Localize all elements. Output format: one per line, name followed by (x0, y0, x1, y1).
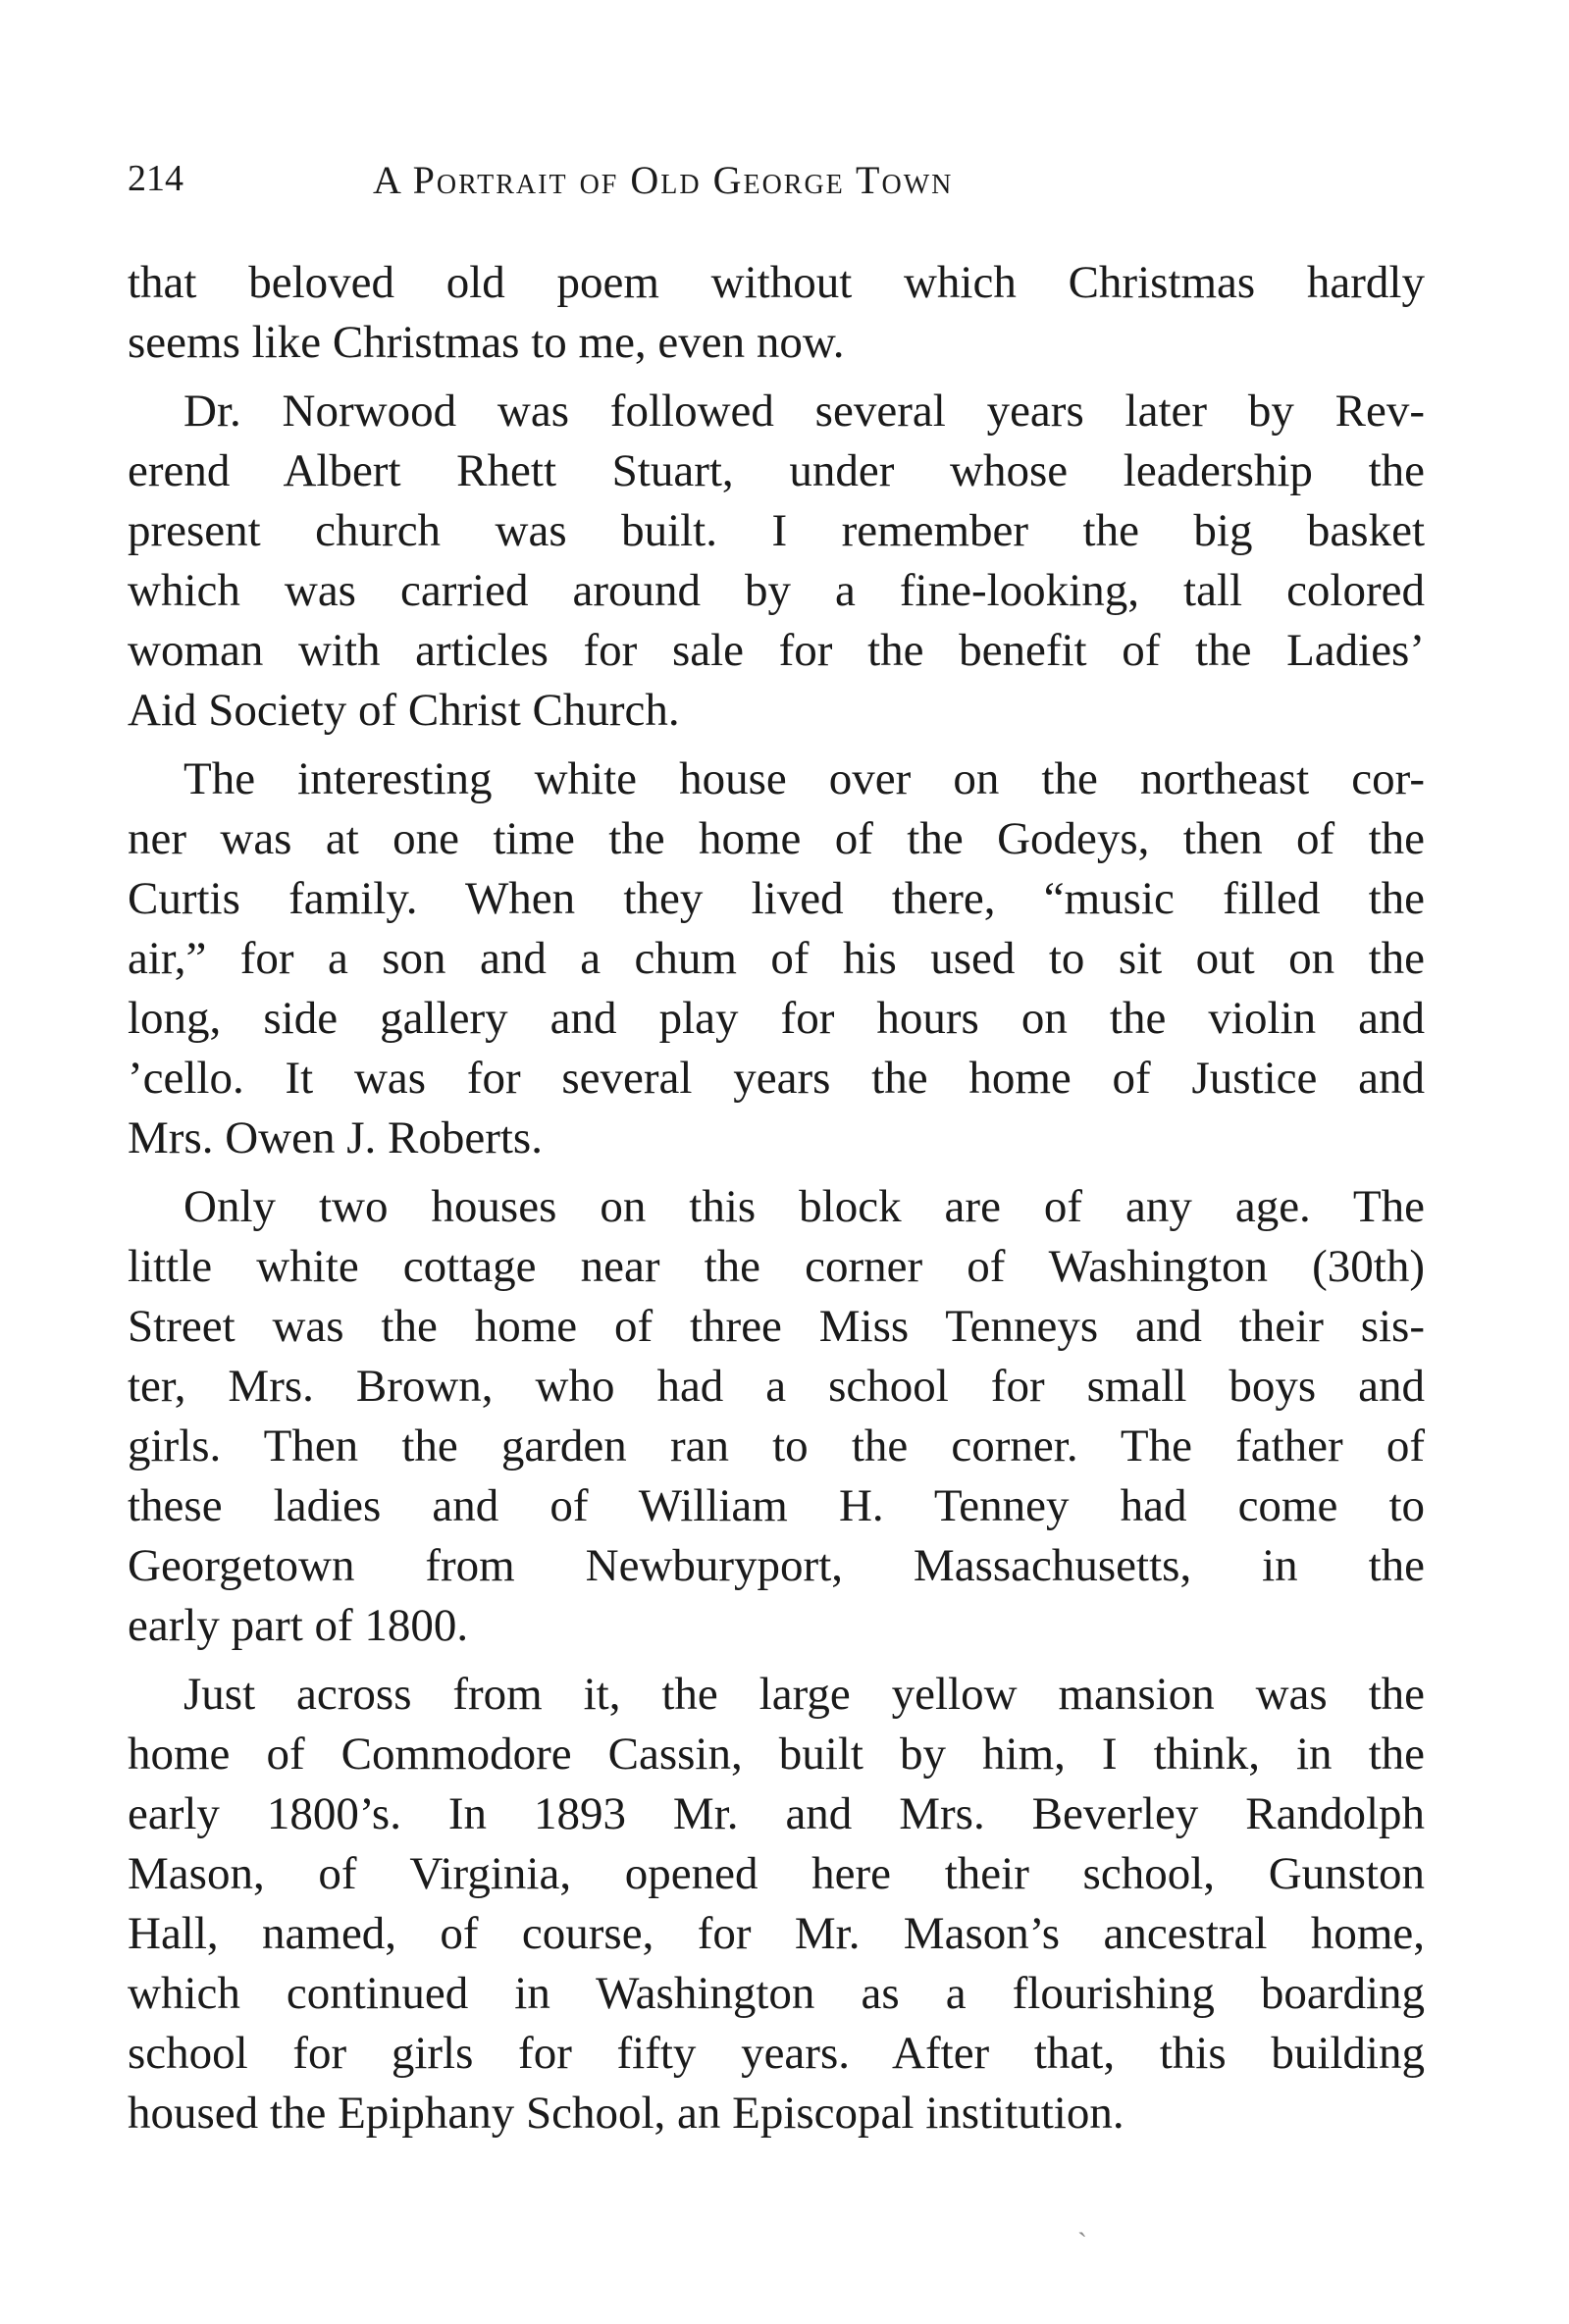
text-line: woman with articles for sale for the benefit of the Ladies’ (128, 625, 1425, 676)
paragraph (128, 253, 1425, 373)
text-line: erend Albert Rhett Stuart, under whose leadership the (128, 445, 1425, 496)
text-line: Just across from it, the large yellow mansion was the (183, 1669, 1425, 1720)
text-line: ner was at one time the home of the Godeys, then of the (128, 813, 1425, 864)
text-line: school for girls for fifty years. After that, this building (128, 2028, 1425, 2079)
text-line: which continued in Washington as a flourishing boarding (128, 1968, 1425, 2019)
text-line: Mrs. Owen J. Roberts. (128, 1112, 543, 1163)
text-line: ’cello. It was for several years the home of Justice and (128, 1053, 1425, 1104)
text-line: housed the Epiphany School, an Episcopal institution. (128, 2088, 1124, 2139)
text-line: ter, Mrs. Brown, who had a school for small boys and (128, 1361, 1425, 1412)
text-line: these ladies and of William H. Tenney had come to (128, 1480, 1425, 1531)
stray-mark: ˋ (1077, 2227, 1087, 2259)
paragraph (128, 749, 1425, 1168)
text-line: early part of 1800. (128, 1600, 469, 1651)
text-line: that beloved old poem without which Christmas hardly (128, 257, 1425, 308)
text-line: girls. Then the garden ran to the corner. The father of (128, 1420, 1425, 1472)
text-line: air,” for a son and a chum of his used to sit out on the (128, 933, 1425, 984)
paragraph (128, 1177, 1425, 1656)
running-title: A Portrait of Old George Town (373, 158, 954, 202)
text-line: early 1800’s. In 1893 Mr. and Mrs. Beverley Randolph (128, 1788, 1425, 1839)
text-line: Street was the home of three Miss Tenneys and their sis- (128, 1301, 1425, 1352)
text-line: Georgetown from Newburyport, Massachusetts, in the (128, 1540, 1425, 1591)
text-line: Curtis family. When they lived there, “music filled the (128, 873, 1425, 924)
text-line: Aid Society of Christ Church. (128, 685, 680, 736)
text-line: long, side gallery and play for hours on the violin and (128, 993, 1425, 1044)
text-line: seems like Christmas to me, even now. (128, 317, 845, 368)
text-line: Dr. Norwood was followed several years later by Rev- (183, 386, 1425, 437)
text-line: Only two houses on this block are of any age. The (183, 1181, 1425, 1232)
text-line: which was carried around by a fine-looking, tall colored (128, 565, 1425, 616)
page-number: 214 (128, 158, 183, 199)
running-header (128, 157, 1425, 216)
text-line: home of Commodore Cassin, built by him, I think, in the (128, 1729, 1425, 1780)
text-line: little white cottage near the corner of Washington (30th) (128, 1241, 1425, 1292)
body-text (128, 253, 1425, 2152)
paragraph (128, 1665, 1425, 2143)
text-line: Hall, named, of course, for Mr. Mason’s ancestral home, (128, 1908, 1425, 1959)
text-line: The interesting white house over on the northeast cor- (183, 753, 1425, 804)
text-line: present church was built. I remember the big basket (128, 505, 1425, 556)
paragraph (128, 382, 1425, 741)
text-line: Mason, of Virginia, opened here their school, Gunston (128, 1848, 1425, 1899)
